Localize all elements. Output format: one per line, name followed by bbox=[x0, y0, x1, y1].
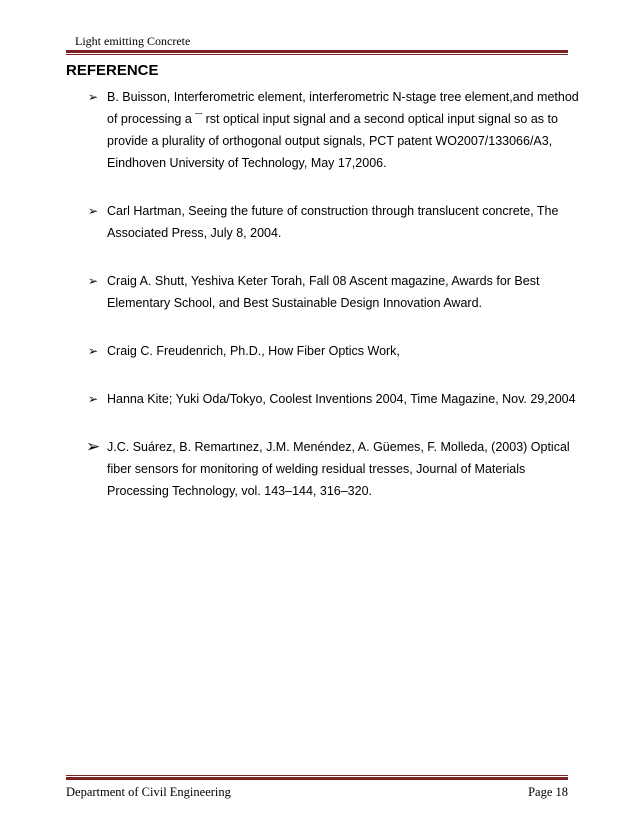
reference-item bbox=[88, 388, 588, 410]
reference-list bbox=[88, 86, 588, 528]
arrow-bullet-icon: ➢ bbox=[88, 344, 99, 358]
arrow-bullet-icon: ➢ bbox=[86, 437, 101, 456]
reference-item bbox=[88, 200, 588, 244]
arrow-bullet-icon: ➢ bbox=[88, 204, 99, 218]
reference-text: Carl Hartman, Seeing the future of construction through translucent concrete, The Associated Press, July 8, 2004. bbox=[107, 204, 559, 240]
arrow-bullet-icon: ➢ bbox=[88, 392, 99, 406]
arrow-bullet-icon: ➢ bbox=[88, 274, 99, 288]
reference-text: Hanna Kite; Yuki Oda/Tokyo, Coolest Inventions 2004, Time Magazine, Nov. 29,2004 bbox=[107, 392, 576, 406]
reference-item bbox=[88, 436, 588, 502]
reference-text: Craig A. Shutt, Yeshiva Keter Torah, Fall 08 Ascent magazine, Awards for Best Elementary School, and Best Sustainable Design Innovation Award. bbox=[107, 274, 540, 310]
header-rule bbox=[66, 50, 568, 55]
reference-text: B. Buisson, Interferometric element, interferometric N-stage tree element,and method of processing a ¯ rst optical input signal and a second optical input signal so as to provide a plurality of orthogonal output signals, PCT patent WO2007/133066/A3, Eindhoven University of Technology, May 17,2006. bbox=[107, 90, 579, 170]
reference-item bbox=[88, 86, 588, 174]
arrow-bullet-icon: ➢ bbox=[88, 90, 99, 104]
section-heading: REFERENCE bbox=[66, 62, 159, 79]
reference-text: Craig C. Freudenrich, Ph.D., How Fiber Optics Work, bbox=[107, 344, 400, 358]
reference-item bbox=[88, 270, 588, 314]
footer-department: Department of Civil Engineering bbox=[66, 785, 231, 799]
page-number: Page 18 bbox=[528, 785, 568, 799]
reference-text: J.C. Suárez, B. Remartınez, J.M. Menéndez, A. Güemes, F. Molleda, (2003) Optical fiber sensors for monitoring of welding residual tresses, Journal of Materials Processing Technology, vol. 143–144, 316–320. bbox=[107, 440, 570, 498]
footer-rule bbox=[66, 775, 568, 780]
reference-item bbox=[88, 340, 588, 362]
document-title: Light emitting Concrete bbox=[75, 34, 191, 48]
